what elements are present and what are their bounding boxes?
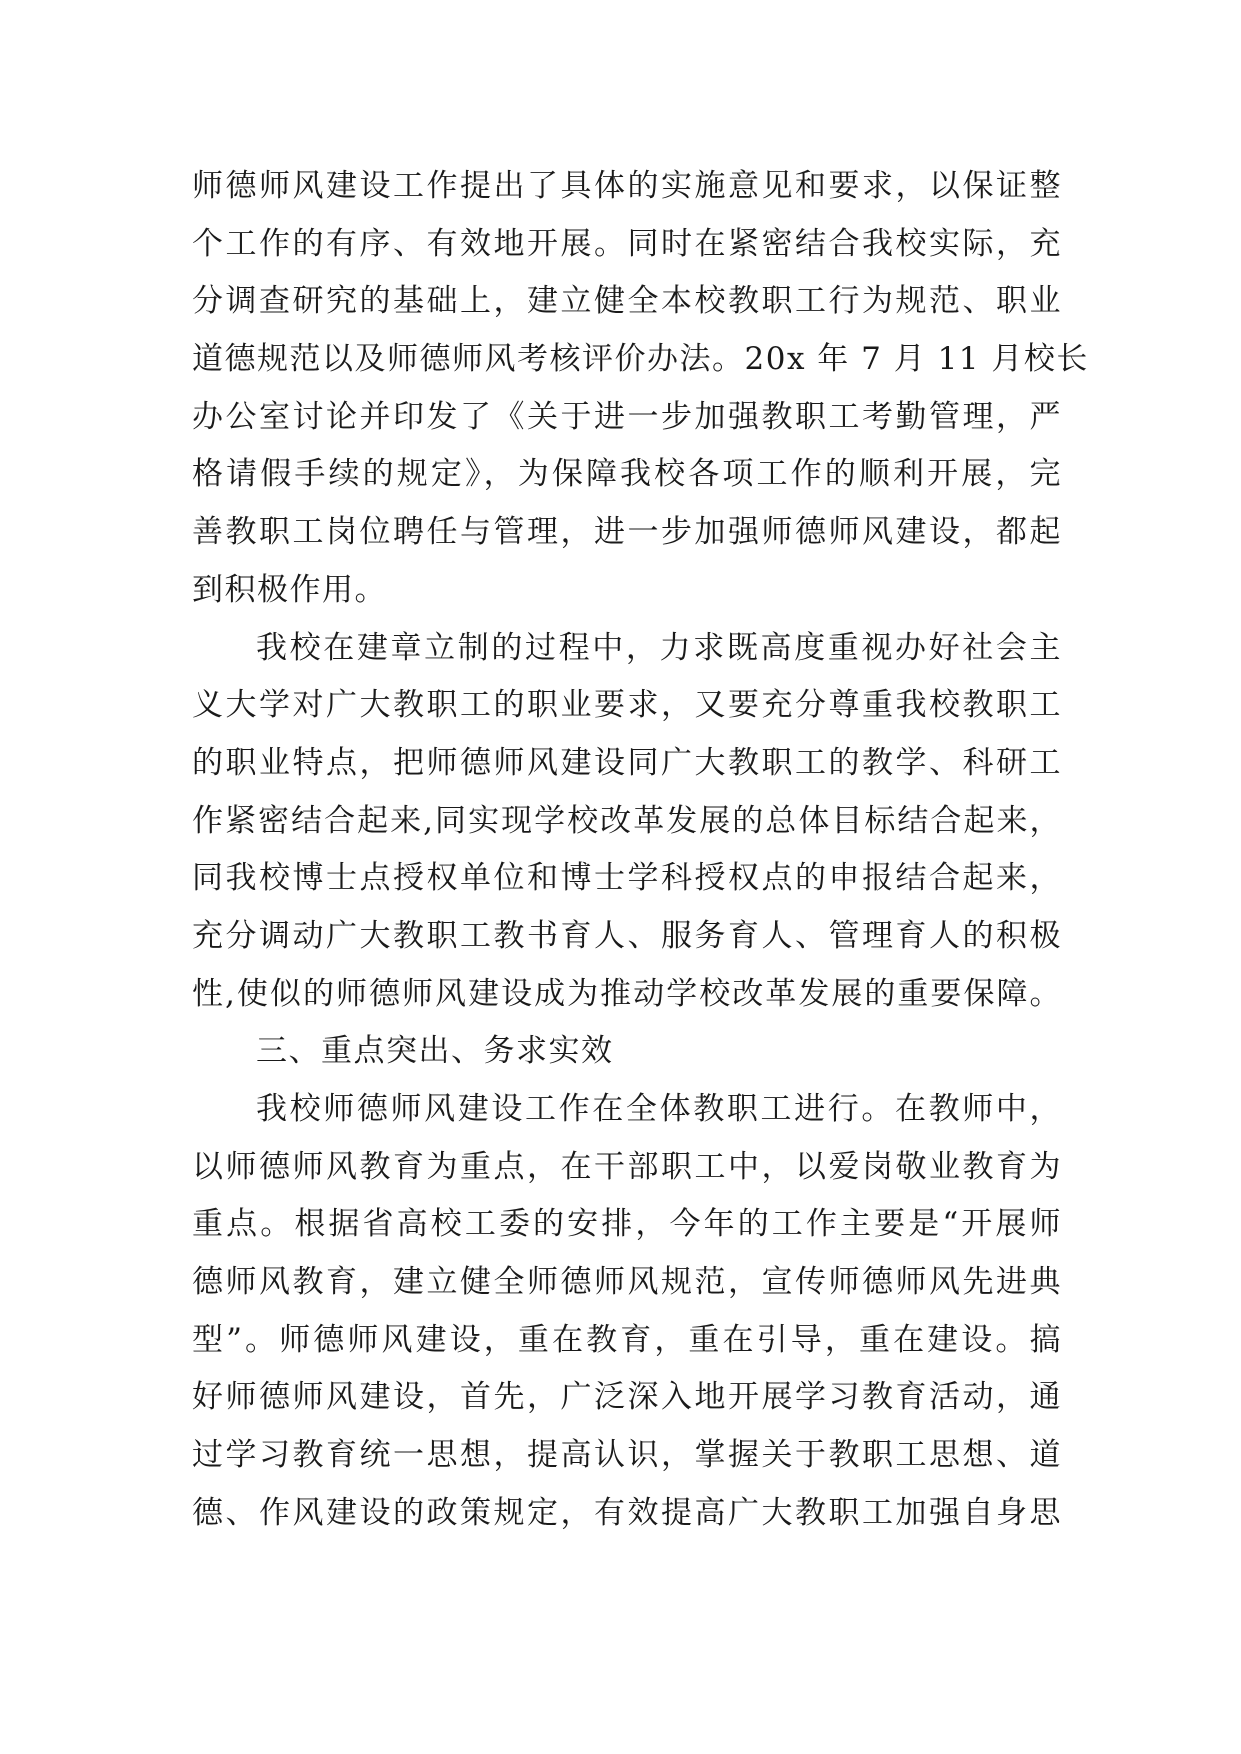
text-line: 善教职工岗位聘任与管理，进一步加强师德师风建设，都起 [192, 514, 1062, 551]
text-line: 好师德师风建设，首先，广泛深入地开展学习教育活动，通 [192, 1379, 1062, 1416]
text-line: 师德师风建设工作提出了具体的实施意见和要求，以保证整 [192, 168, 1062, 204]
text-line: 型”。师德师风建设，重在教育，重在引导，重在建设。搞 [192, 1321, 1062, 1358]
text-line: 的职业特点，把师德师风建设同广大教职工的教学、科研工 [192, 744, 1062, 781]
text-line: 个工作的有序、有效地开展。同时在紧密结合我校实际，充 [192, 225, 1062, 262]
text-line: 德师风教育，建立健全师德师风规范，宣传师德师风先进典 [192, 1264, 1062, 1301]
text-line: 分调查研究的基础上，建立健全本校教职工行为规范、职业 [192, 283, 1062, 320]
text-line: 以师德师风教育为重点，在干部职工中，以爱岗敬业教育为 [192, 1148, 1062, 1185]
text-line: 办公室讨论并印发了《关于进一步加强教职工考勤管理，严 [192, 398, 1062, 435]
text-line: 性,使似的师德师风建设成为推动学校改革发展的重要保障。 [192, 975, 1062, 1012]
section-heading: 三、重点突出、务求实效 [256, 1033, 614, 1070]
text-line: 到积极作用。 [192, 571, 387, 608]
paragraph-first-line: 我校师德师风建设工作在全体教职工进行。在教师中， [256, 1091, 1062, 1127]
text-line: 充分调动广大教职工教书育人、服务育人、管理育人的积极 [192, 917, 1062, 954]
text-line: 过学习教育统一思想，提高认识，掌握关于教职工思想、道 [192, 1437, 1062, 1474]
text-line: 道德规范以及师德师风考核评价办法。20x 年 7 月 11 月校长 [192, 341, 1089, 378]
text-line: 作紧密结合起来,同实现学校改革发展的总体目标结合起来， [192, 802, 1062, 839]
text-line: 义大学对广大教职工的职业要求，又要充分尊重我校教职工 [192, 687, 1062, 724]
text-line: 德、作风建设的政策规定，有效提高广大教职工加强自身思 [192, 1494, 1062, 1531]
text-line: 重点。根据省高校工委的安排，今年的工作主要是“开展师 [192, 1206, 1062, 1243]
document-body [192, 158, 1089, 1543]
paragraph-first-line: 我校在建章立制的过程中，力求既高度重视办好社会主 [256, 629, 1062, 666]
text-line: 同我校博士点授权单位和博士学科授权点的申报结合起来， [192, 860, 1062, 897]
text-line: 格请假手续的规定》，为保障我校各项工作的顺利开展，完 [192, 456, 1062, 493]
